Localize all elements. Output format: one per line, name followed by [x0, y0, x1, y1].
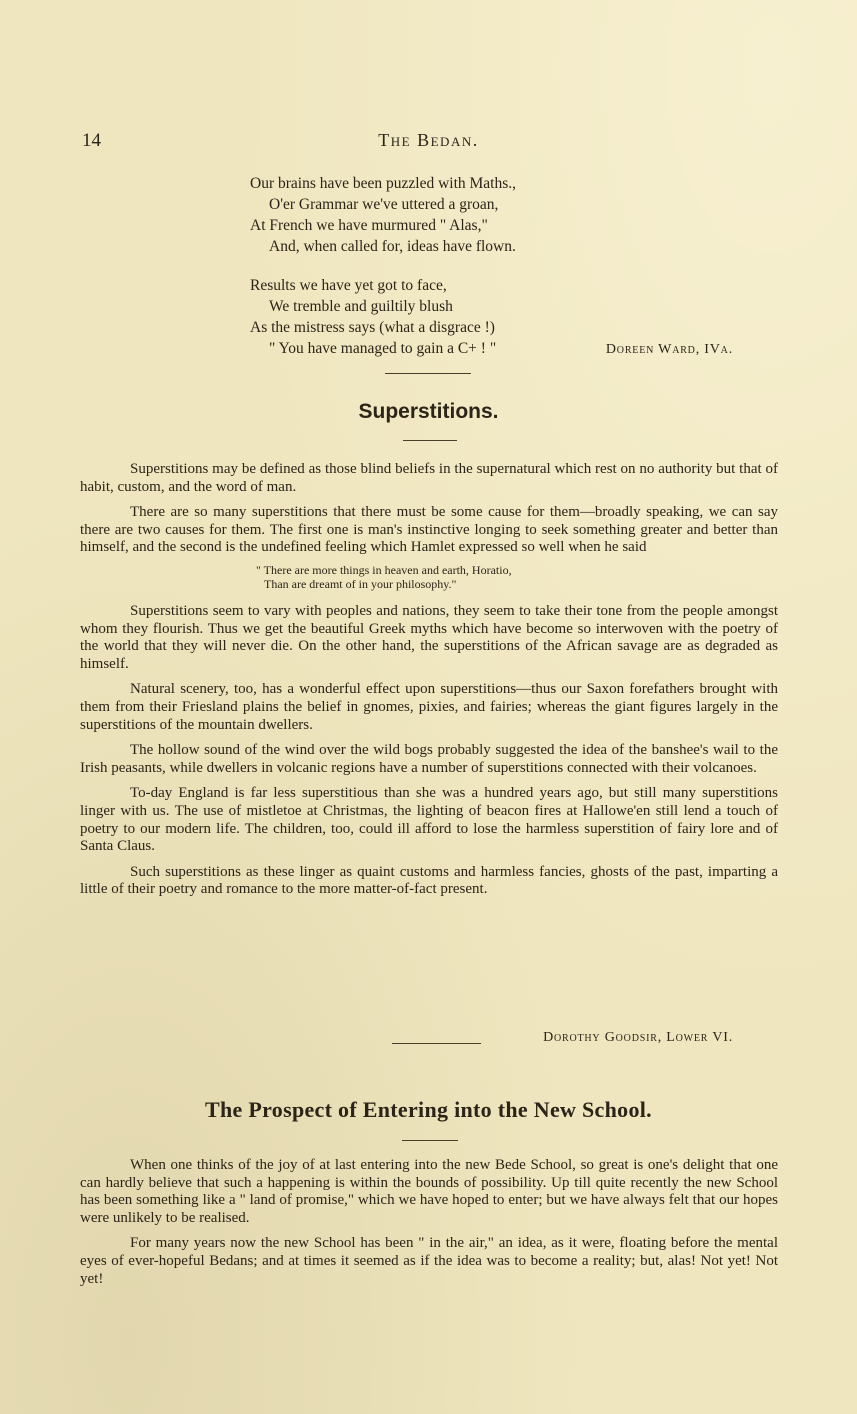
poem-author: Doreen Ward, IVa.	[605, 342, 733, 357]
paragraph: For many years now the new School has been " in the air," an idea, as it were, floating before the mental eyes of ever-hopeful Bedans; and at times it seemed as if the idea was to become a reality; but, alas! Not yet! Not yet!	[80, 1235, 778, 1287]
poem-line: We tremble and guiltily blush	[269, 298, 453, 315]
article-author: Dorothy Goodsir, Lower VI.	[543, 1030, 733, 1045]
article-title-new-school: The Prospect of Entering into the New School.	[205, 1097, 652, 1122]
paragraph: To-day England is far less superstitious than she was a hundred years ago, but still many superstitions linger with us. The use of mistletoe at Christmas, the lighting of beacon fires at Hallowe'en still lend a touch of poetry to our modern life. The children, too, could ill afford to lose the harmless superstition of fairy lore and of Santa Claus.	[80, 785, 778, 855]
paragraph: There are so many superstitions that there must be some cause for them—broadly speaking, we can say there are two causes for them. The first one is man's instinctive longing to seek something greater and better than himself, and the second is the undefined feeling which Hamlet expressed so well when he said	[80, 504, 778, 556]
journal-title: The Bedan.	[378, 130, 479, 150]
paragraph: Superstitions seem to vary with peoples and nations, they seem to take their tone from the people amongst whom they flourish. Thus we get the beautiful Greek myths which have become so interwoven with the poetry of the world that they will never die. On the other hand, the superstitions of the African savage are as degraded as himself.	[80, 602, 778, 672]
hamlet-quote	[80, 563, 778, 591]
paragraph: The hollow sound of the wind over the wild bogs probably suggested the idea of the banshee's wail to the Irish peasants, while dwellers in volcanic regions have a number of superstitions connected with their volcanoes.	[80, 742, 778, 776]
article-body-superstitions	[80, 461, 778, 907]
title-underline	[403, 440, 457, 441]
paragraph: Superstitions may be defined as those blind beliefs in the supernatural which rest on no authority but that of habit, custom, and the word of man.	[80, 461, 778, 495]
poem-line: At French we have murmured " Alas,"	[250, 217, 488, 234]
title-underline	[402, 1140, 458, 1141]
running-head	[0, 130, 857, 156]
poem-line: O'er Grammar we've uttered a groan,	[269, 196, 499, 213]
stanza-gap	[250, 257, 516, 275]
poem-line: As the mistress says (what a disgrace !)	[250, 319, 495, 336]
paragraph: Natural scenery, too, has a wonderful effect upon superstitions—thus our Saxon forefathers brought with them from their Friesland plains the belief in gnomes, pixies, and fairies; whereas the giant figures largely in the superstitions of the mountain dwellers.	[80, 681, 778, 733]
poem	[250, 173, 516, 359]
poem-line: Our brains have been puzzled with Maths.,	[250, 175, 517, 192]
quote-line: Than are dreamt of in your philosophy."	[264, 576, 457, 591]
article-body-new-school	[80, 1157, 778, 1296]
paragraph: When one thinks of the joy of at last entering into the new Bede School, so great is one's delight that one can hardly believe that such a happening is within the bounds of possibility. Up till quite recently the new School has been something like a " land of promise," which we have hoped to enter; but we have always felt that our hopes were unlikely to be realised.	[80, 1157, 778, 1226]
page-number: 14	[82, 130, 101, 151]
quote-line: " There are more things in heaven and earth, Horatio,	[256, 562, 512, 577]
section-divider	[392, 1043, 481, 1044]
poem-line: Results we have yet got to face,	[250, 277, 447, 294]
poem-line: " You have managed to gain a C+ ! "	[269, 340, 497, 357]
article-title-superstitions: Superstitions.	[358, 400, 499, 423]
section-divider	[385, 373, 471, 374]
poem-line: And, when called for, ideas have flown.	[269, 238, 516, 255]
paragraph: Such superstitions as these linger as quaint customs and harmless fancies, ghosts of the past, imparting a little of their poetry and romance to the more matter-of-fact present.	[80, 863, 778, 898]
